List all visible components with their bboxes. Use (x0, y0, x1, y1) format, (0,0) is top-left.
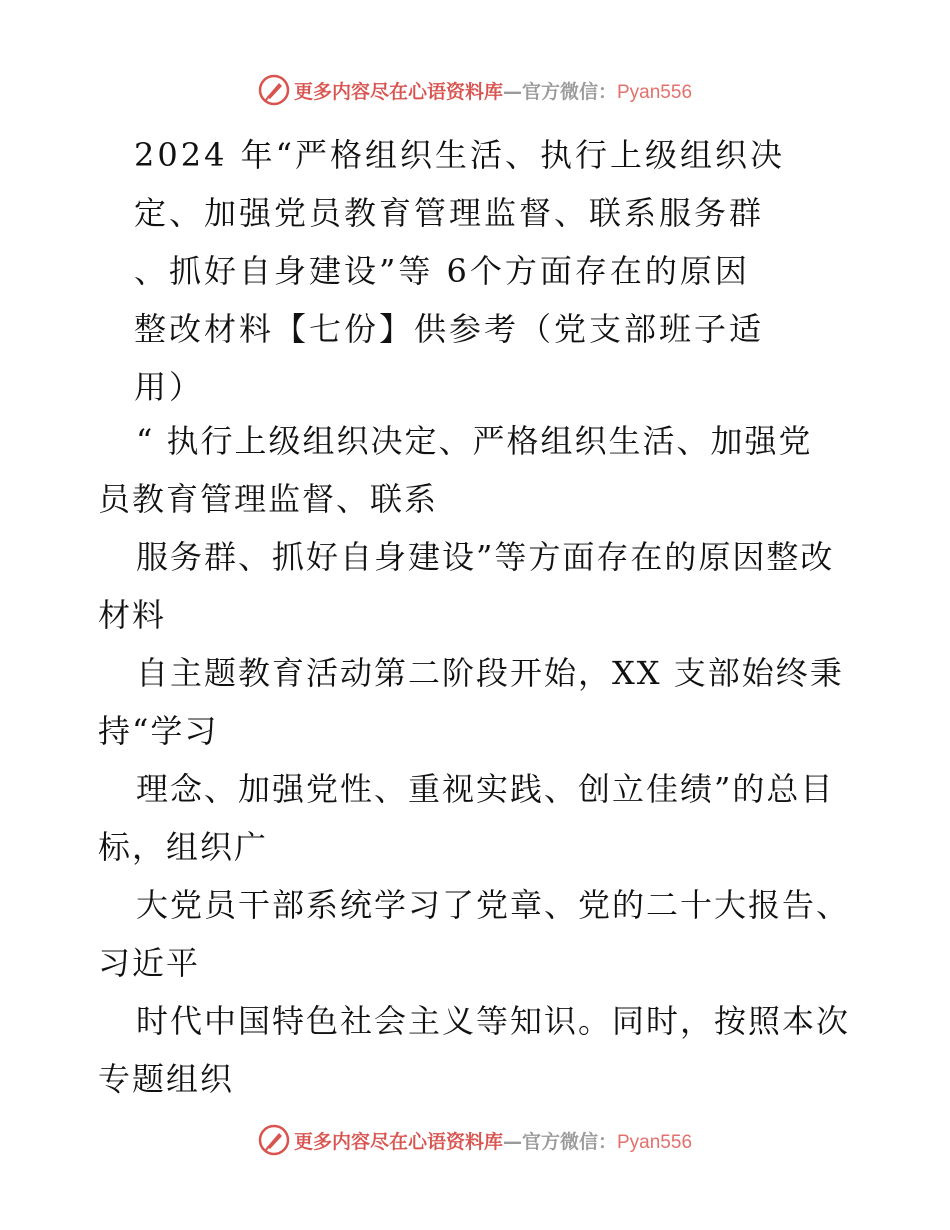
title-line: 整改材料【七份】供参考（党支部班子适 (134, 310, 765, 348)
body-line: 专题组织 (98, 1060, 235, 1098)
body-line: 习近平 (98, 944, 201, 982)
footer-watermark (0, 1120, 950, 1160)
title-line: 定、加强党员教育管理监督、联系服务群 (134, 194, 765, 232)
document-title (134, 126, 794, 416)
body-line: 服务群、抓好自身建设”等方面存在的原因整改 (136, 538, 835, 576)
body-line: 标，组织广 (98, 828, 269, 866)
header-watermark (0, 70, 950, 110)
body-line: 大党员干部系统学习了党章、党的二十大报告、 (136, 886, 851, 924)
quill-logo-icon (258, 74, 290, 106)
body-line: 员教育管理监督、联系 (98, 480, 439, 518)
body-line: 时代中国特色社会主义等知识。同时，按照本次 (136, 1002, 851, 1040)
title-line: 、抓好自身建设”等 6个方面存在的原因 (134, 252, 750, 290)
watermark-text: 更多内容尽在心语资料库—官方微信：Pyan556 (293, 1130, 693, 1153)
body-line: 持“学习 (98, 712, 219, 750)
quill-logo-icon (258, 1124, 290, 1156)
watermark-text: 更多内容尽在心语资料库—官方微信：Pyan556 (293, 80, 693, 103)
document-body (98, 412, 898, 1108)
body-line: 自主题教育活动第二阶段开始，XX 支部始终秉 (136, 654, 844, 692)
body-line: 理念、加强党性、重视实践、创立佳绩”的总目 (136, 770, 835, 808)
title-line: 2024 年“严格组织生活、执行上级组织决 (134, 136, 785, 174)
body-line: “ 执行上级组织决定、严格组织生活、加强党 (136, 422, 813, 460)
title-line: 用） (134, 368, 205, 406)
body-line: 材料 (98, 596, 167, 634)
